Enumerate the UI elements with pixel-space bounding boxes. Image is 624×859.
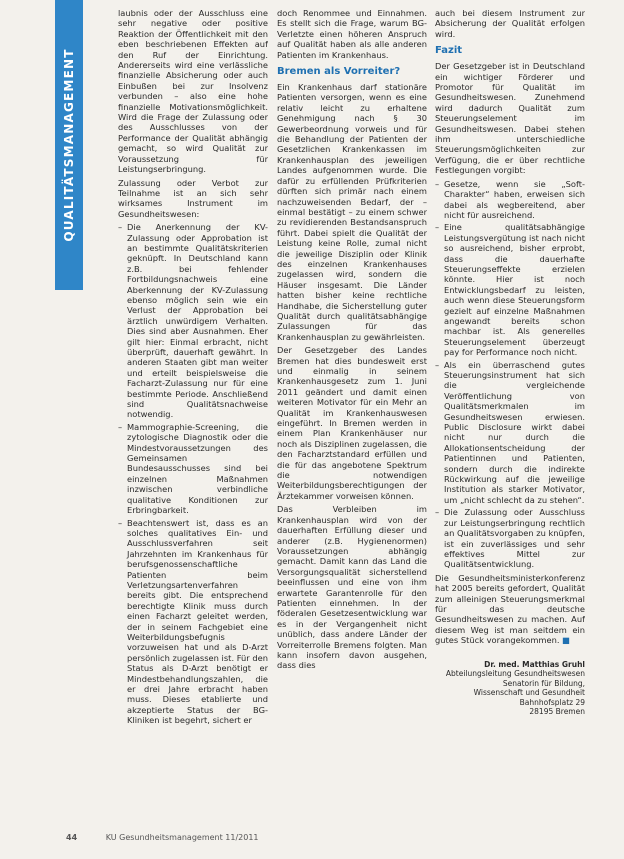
article-column-3 — [435, 8, 585, 820]
author-line: Senatorin für Bildung, — [502, 678, 585, 688]
page-number: 44 — [66, 833, 78, 842]
paragraph: doch Renommee und Einnahmen. Es stellt sich die Frage, warum BG-Verletzte einen höheren Anspruch auf Qualität haben als alle anderen Patienten im Krankenhaus. — [277, 8, 427, 60]
bullet-list — [118, 222, 268, 726]
list-item: – Die Zulassung oder Ausschluss zur Leistungserbringung rechtlich an Qualitätsvorgaben zu knüpfen, ist ein zuverlässiges und sehr effektives Mittel zur Qualitätsentwicklung. — [444, 507, 585, 569]
closing-text: Die Gesundheitsministerkonferenz hat 2005 bereits gefordert, Qualität zum alleinigen Steuerungsmerkmal für das deutsche Gesundheitswesen zu machen. Auf diesem Weg ist man seitdem ein gutes Stück vorangekommen. — [435, 572, 585, 646]
list-item: – Als ein überraschend gutes Steuerungsinstrument hat sich die vergleichende Veröffentlichung von Qualitätsmerkmalen im Gesundheitswesen erwiesen. Public Disclosure wirkt dabei nicht nur durch die Allokationsentscheidung der Patientinnen und Patienten, sondern durch die indirekte Rückwirkung auf die jeweilige Institution als starker Motivator, um „nicht schlecht da zu stehen“. — [444, 360, 585, 506]
author-line: Wissenschaft und Gesundheit — [473, 688, 585, 698]
paragraph: Der Gesetzgeber ist in Deutschland ein wichtiger Förderer und Promotor für Qualität im Gesundheitswesen. Zunehmend wird dadurch Qualität zum Steuerungselement im Gesundheitswesen. Dabei stehen ihm unterschiedliche Steuerungsmöglichkeiten zur Verfügung, die er über rechtliche Festlegungen vorgibt: — [435, 61, 585, 176]
author-name: Dr. med. Matthias Gruhl — [484, 659, 585, 669]
section-heading: Fazit — [435, 45, 463, 57]
paragraph: laubnis oder der Ausschluss eine sehr negative oder positive Reaktion der Öffentlichkeit mit den eben beschriebenen Effekten auf den Ruf der Einrichtung. Andererseits wird eine verlässliche finanzielle Absicherung oder auch Einbußen bei zur Insolvenz verbunden – also eine hohe finanzielle Motivationsmöglichkeit. Wird die Frage der Zulassung oder des Ausschlusses von der Performance der Qualität abhängig gemacht, so wird Qualität zur Voraussetzung für Leistungserbringung. — [118, 8, 268, 175]
list-item: – Eine qualitätsabhängige Leistungsvergütung ist nach nicht so ausreichend, bisher erprobt, dass die dauerhafte Steuerungseffekte erzielen könnte. Hier ist noch Entwicklungsbedarf zu leisten, auch wenn diese Steuerungsform gezielt auf einzelne Maßnahmen angewandt bereits schon machbar ist. Als generelles Steuerungselement überzeugt pay for Performance noch nicht. — [444, 222, 585, 357]
author-block — [435, 660, 585, 717]
section-heading: Bremen als Vorreiter? — [277, 66, 401, 78]
paragraph: Der Gesetzgeber des Landes Bremen hat dies bundesweit erst und einmalig in seinem Krankenhausgesetz zum 1. Juni 2011 geändert und damit einen weiteren Motivator für ein Mehr an Qualität im Krankenhauswesen eingeführt. In Bremen werden in einem Plan Krankenhäuser nur noch als Disziplinen zugelassen, die den Facharztstandard erfüllen und die für das angebotene Spektrum die notwendigen Weiterbildungsberechtigungen der Ärztekammer vorweisen können. — [277, 345, 427, 501]
journal-title: KU Gesundheitsmanagement 11/2011 — [105, 833, 259, 842]
list-item: – Gesetze, wenn sie „Soft-Charakter“ haben, erweisen sich dabei als wegbereitend, aber nicht für ausreichend. — [444, 179, 585, 221]
author-line: Abteilungsleitung Gesundheitswesen — [445, 669, 585, 679]
list-item: – Mammographie-Screening, die zytologische Diagnostik oder die Mindestvoraussetzungen des Gemeinsamen Bundesausschusses sind bei einzelnen Maßnahmen inzwischen verbindliche qualitative Konditionen zur Erbringbarkeit. — [127, 422, 268, 516]
article-column-2 — [277, 8, 427, 820]
section-label: QUALITÄTSMANAGEMENT — [62, 48, 76, 242]
paragraph: auch bei diesem Instrument zur Absicherung der Qualität erfolgen wird. — [435, 8, 585, 39]
paragraph — [435, 573, 585, 646]
author-line: 28195 Bremen — [529, 707, 585, 717]
section-side-tab — [55, 0, 83, 290]
bullet-list — [435, 179, 585, 570]
paragraph: Ein Krankenhaus darf stationäre Patienten versorgen, wenn es eine relativ leicht zu erhaltene Genehmigung nach § 30 Gewerbeordnung vorweis und für die Behandlung der Patienten der Gesetzlichen Krankenkassen im Krankenhausplan des jeweiligen Landes aufgenommen wurde. Die dafür zu erfüllenden Prüfkriterien dürften sich primär nach einem nachzuweisenden Bedarf, der – einmal bestätigt – zu einem schwer zu revidierenden Bestandsanspruch führt. Dabei spielt die Qualität der Leistung keine Rolle, zumal nicht die jeweilige Disziplin oder Klinik des einzelnen Krankenhauses zugelassen wird, sondern die Häuser insgesamt. Die Länder hatten bisher keine rechtliche Handhabe, die Sicherstellung guter Qualität durch qualitätsabhängige Zulassungen für das Krankenhausplan zu gewährleisten. — [277, 82, 427, 342]
paragraph: Zulassung oder Verbot zur Teilnahme ist an sich sehr wirksames Instrument im Gesundheitswesen: — [118, 177, 268, 219]
article-column-1 — [118, 8, 268, 820]
end-mark-icon: ■ — [562, 635, 570, 646]
author-line: Bahnhofsplatz 29 — [519, 697, 585, 707]
list-item: – Beachtenswert ist, dass es an solches qualitatives Ein- und Ausschlussverfahren seit Jahrzehnten im Krankenhaus für berufsgenossenschaftliche Patienten beim Verletzungsartenverfahren bereits gibt. Die entsprechend berechtigte Klinik muss durch einen Facharzt geleitet werden, der in seinem Fachgebiet eine Weiterbildungsbefugnis vorzuweisen hat und als D-Arzt persönlich zugelassen ist. Für den Status als D-Arzt benötigt er Mindestbehandlungszahlen, die er drei Jahre erbracht haben muss. Dieses etablierte und akzeptierte Status der BG-Kliniken ist begehrt, sichert er — [127, 518, 268, 726]
page-footer — [66, 833, 466, 842]
paragraph: Das Verbleiben im Krankenhausplan wird von der dauerhaften Erfüllung dieser und anderer (z.B. Hygienenormen) Voraussetzungen abhängig gemacht. Damit kann das Land die Versorgungsqualität sicherstellend beeinflussen und eine von ihm erwartete Garantenrolle für den Patienten einnehmen. In der föderalen Gesetzesentwicklung war es in der Vergangenheit nicht unüblich, dass andere Länder der Vorreiterrolle Bremens folgten. Man kann insofern davon ausgehen, dass dies — [277, 504, 427, 671]
list-item: – Die Anerkennung der KV-Zulassung oder Approbation ist an bestimmte Qualitätskriterien geknüpft. In Deutschland kann z.B. bei fehlender Fortbildungsnachweis eine Aberkennung der KV-Zulassung ebenso möglich sein wie ein Verlust der Approbation bei ärztlich unwürdigem Verhalten. Dies sind aber Ausnahmen. Eher gilt hier: Einmal erbracht, nicht überprüft, dauerhaft gewährt. In anderen Staaten gibt man weiter und erteilt beispielsweise die Facharzt-Zulassung nur für eine bestimmte Periode. Anschließend sind Qualitätsnachweise notwendig. — [127, 222, 268, 420]
